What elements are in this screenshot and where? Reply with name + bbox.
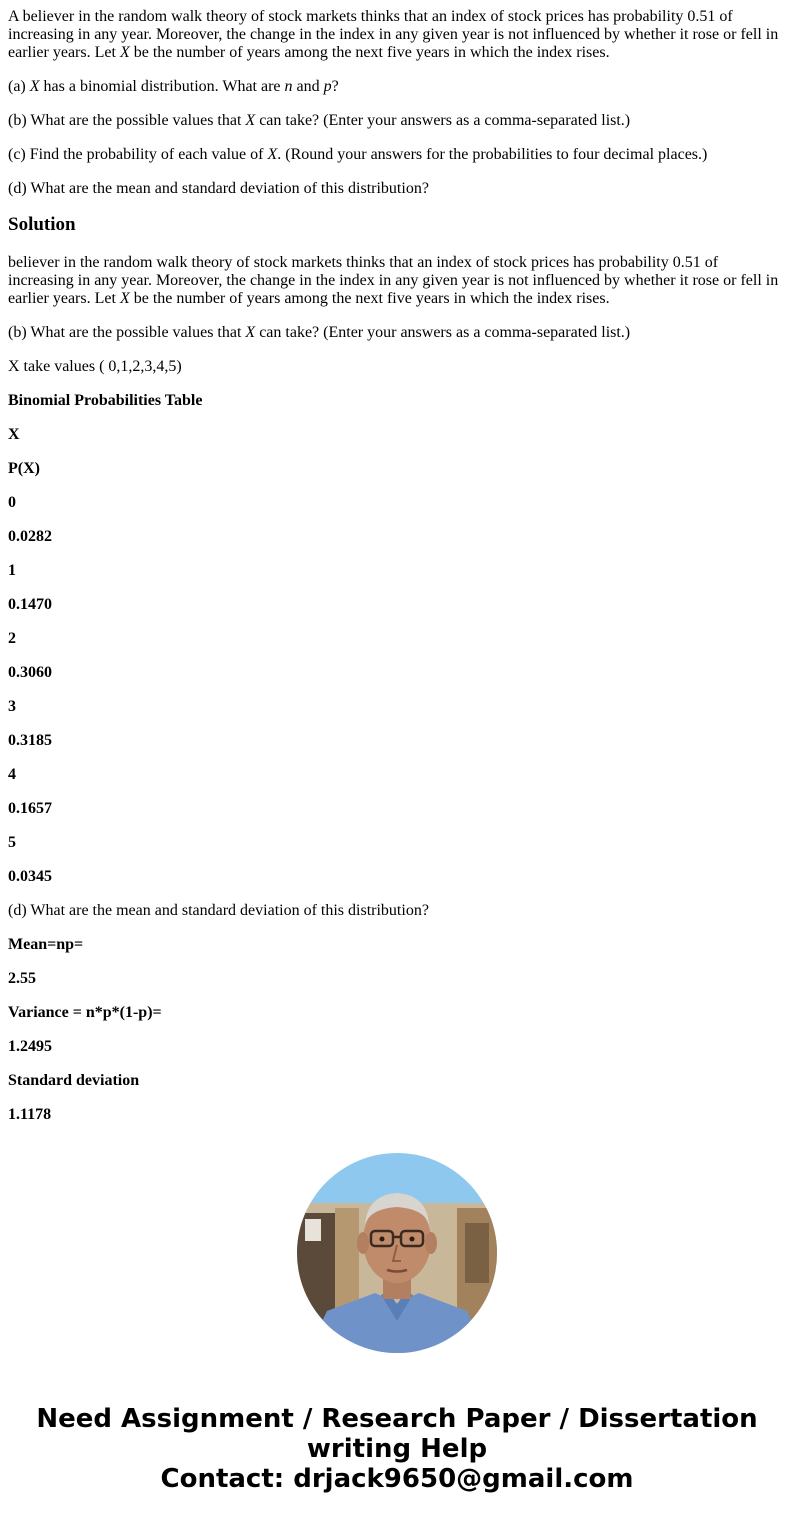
question-part-d: (d) What are the mean and standard deviation of this distribution? <box>8 180 429 197</box>
table-header-x: X <box>8 426 20 443</box>
contact-email: Contact: drjack9650@gmail.com <box>160 1464 634 1494</box>
contact-banner <box>0 1404 794 1494</box>
table-cell-x: 3 <box>8 698 16 715</box>
variable-x: X <box>119 44 130 61</box>
mean-value: 2.55 <box>8 970 36 987</box>
table-cell-px: 0.0345 <box>8 868 52 885</box>
solution-part-d: (d) What are the mean and standard deviation of this distribution? <box>8 902 429 919</box>
author-avatar <box>297 1153 497 1353</box>
variable-x: X <box>29 78 40 95</box>
variable-x: X <box>267 146 278 163</box>
variance-value: 1.2495 <box>8 1038 52 1055</box>
variable-x: X <box>119 290 130 307</box>
table-cell-x: 0 <box>8 494 16 511</box>
table-cell-x: 5 <box>8 834 16 851</box>
question-part-a: (a) X has a binomial distribution. What are n and p? <box>8 78 339 95</box>
document-body <box>8 8 786 1140</box>
table-cell-px: 0.1470 <box>8 596 52 613</box>
question-intro: A believer in the random walk theory of stock markets thinks that an index of stock prices has probability 0.51 of increasing in any year. Moreover, the change in the index in any given year is not influenced by whether it rose or fell in earlier years. Let X be the number of years among the next five years in which the index rises. <box>8 8 779 61</box>
table-cell-px: 0.3060 <box>8 664 52 681</box>
table-cell-x: 4 <box>8 766 16 783</box>
possible-values: X take values ( 0,1,2,3,4,5) <box>8 358 182 375</box>
table-cell-x: 1 <box>8 562 16 579</box>
question-part-c: (c) Find the probability of each value of X. (Round your answers for the probabilities to four decimal places.) <box>8 146 708 163</box>
sd-label: Standard deviation <box>8 1072 140 1089</box>
question-part-b: (b) What are the possible values that X can take? (Enter your answers as a comma-separated list.) <box>8 112 631 129</box>
variable-x: X <box>245 112 256 129</box>
variable-x: X <box>245 324 256 341</box>
mean-label: Mean=np= <box>8 936 84 953</box>
sd-value: 1.1178 <box>8 1106 52 1123</box>
author-portrait-image <box>297 1153 497 1353</box>
table-cell-px: 0.0282 <box>8 528 52 545</box>
table-cell-px: 0.3185 <box>8 732 52 749</box>
variable-p: p <box>323 78 332 95</box>
variance-label: Variance = n*p*(1-p)= <box>8 1004 162 1021</box>
table-cell-px: 0.1657 <box>8 800 52 817</box>
solution-intro: believer in the random walk theory of stock markets thinks that an index of stock prices has probability 0.51 of increasing in any year. Moreover, the change in the index in any given year is not influenced by whether it rose or fell in earlier years. Let X be the number of years among the next five years in which the index rises. <box>8 254 779 307</box>
banner-line-1: Need Assignment / Research Paper / Dissertation <box>36 1404 758 1434</box>
solution-heading: Solution <box>8 214 76 235</box>
table-cell-x: 2 <box>8 630 16 647</box>
table-header-px: P(X) <box>8 460 40 477</box>
banner-line-2: writing Help <box>306 1434 488 1464</box>
table-title: Binomial Probabilities Table <box>8 392 203 409</box>
variable-n: n <box>284 78 293 95</box>
solution-part-b: (b) What are the possible values that X can take? (Enter your answers as a comma-separated list.) <box>8 324 631 341</box>
